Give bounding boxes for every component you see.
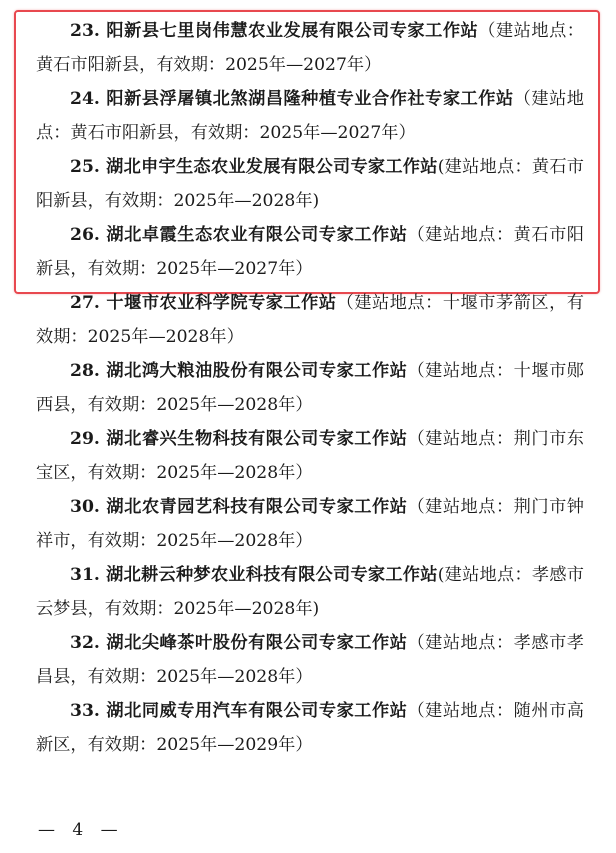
entry-name: 25. 湖北申宇生态农业发展有限公司专家工作站 [70,157,438,177]
list-item [36,286,584,354]
entry-name: 32. 湖北尖峰茶叶股份有限公司专家工作站 [70,633,408,653]
list-item [36,626,584,694]
entry-detail: （建站地点：随州市高新区，有效期：2025年—2029年） [36,701,584,755]
page-number: — 4 — [38,820,124,840]
list-item [36,422,584,490]
list-item [36,694,584,762]
list-item [36,558,584,626]
list-item [36,14,584,82]
entry-name: 23. 阳新县七里岗伟慧农业发展有限公司专家工作站 [70,21,479,41]
entry-list [36,14,584,762]
list-item [36,354,584,422]
entry-detail: （建站地点：十堰市郧西县，有效期：2025年—2028年） [36,361,584,415]
list-item [36,82,584,150]
entry-name: 33. 湖北同威专用汽车有限公司专家工作站 [70,701,408,721]
entry-name: 24. 阳新县浮屠镇北煞湖昌隆种植专业合作社专家工作站 [70,89,514,109]
entry-detail: （建站地点：孝感市孝昌县，有效期：2025年—2028年） [36,633,584,687]
entry-detail: （建站地点：荆门市钟祥市，有效期：2025年—2028年） [36,497,584,551]
entry-name: 31. 湖北耕云种梦农业科技有限公司专家工作站 [70,565,438,585]
entry-detail: （建站地点：黄石市阳新县，有效期：2025年—2027年） [36,89,584,143]
entry-detail: (建站地点：黄石市阳新县，有效期：2025年—2028年) [36,157,584,211]
entry-detail: （建站地点：十堰市茅箭区，有效期：2025年—2028年） [36,293,584,347]
entry-detail: （建站地点：黄石市阳新县，有效期：2025年—2027年） [36,21,584,75]
entry-name: 29. 湖北睿兴生物科技有限公司专家工作站 [70,429,408,449]
entry-detail: (建站地点：孝感市云梦县，有效期：2025年—2028年) [36,565,584,619]
entry-detail: （建站地点：黄石市阳新县，有效期：2025年—2027年） [36,225,584,279]
entry-name: 30. 湖北农青园艺科技有限公司专家工作站 [70,497,408,517]
list-item [36,490,584,558]
entry-name: 27. 十堰市农业科学院专家工作站 [70,293,337,313]
list-item [36,218,584,286]
list-item [36,150,584,218]
entry-name: 28. 湖北鸿大粮油股份有限公司专家工作站 [70,361,408,381]
entry-name: 26. 湖北卓霞生态农业有限公司专家工作站 [70,225,408,245]
entry-detail: （建站地点：荆门市东宝区，有效期：2025年—2028年） [36,429,584,483]
